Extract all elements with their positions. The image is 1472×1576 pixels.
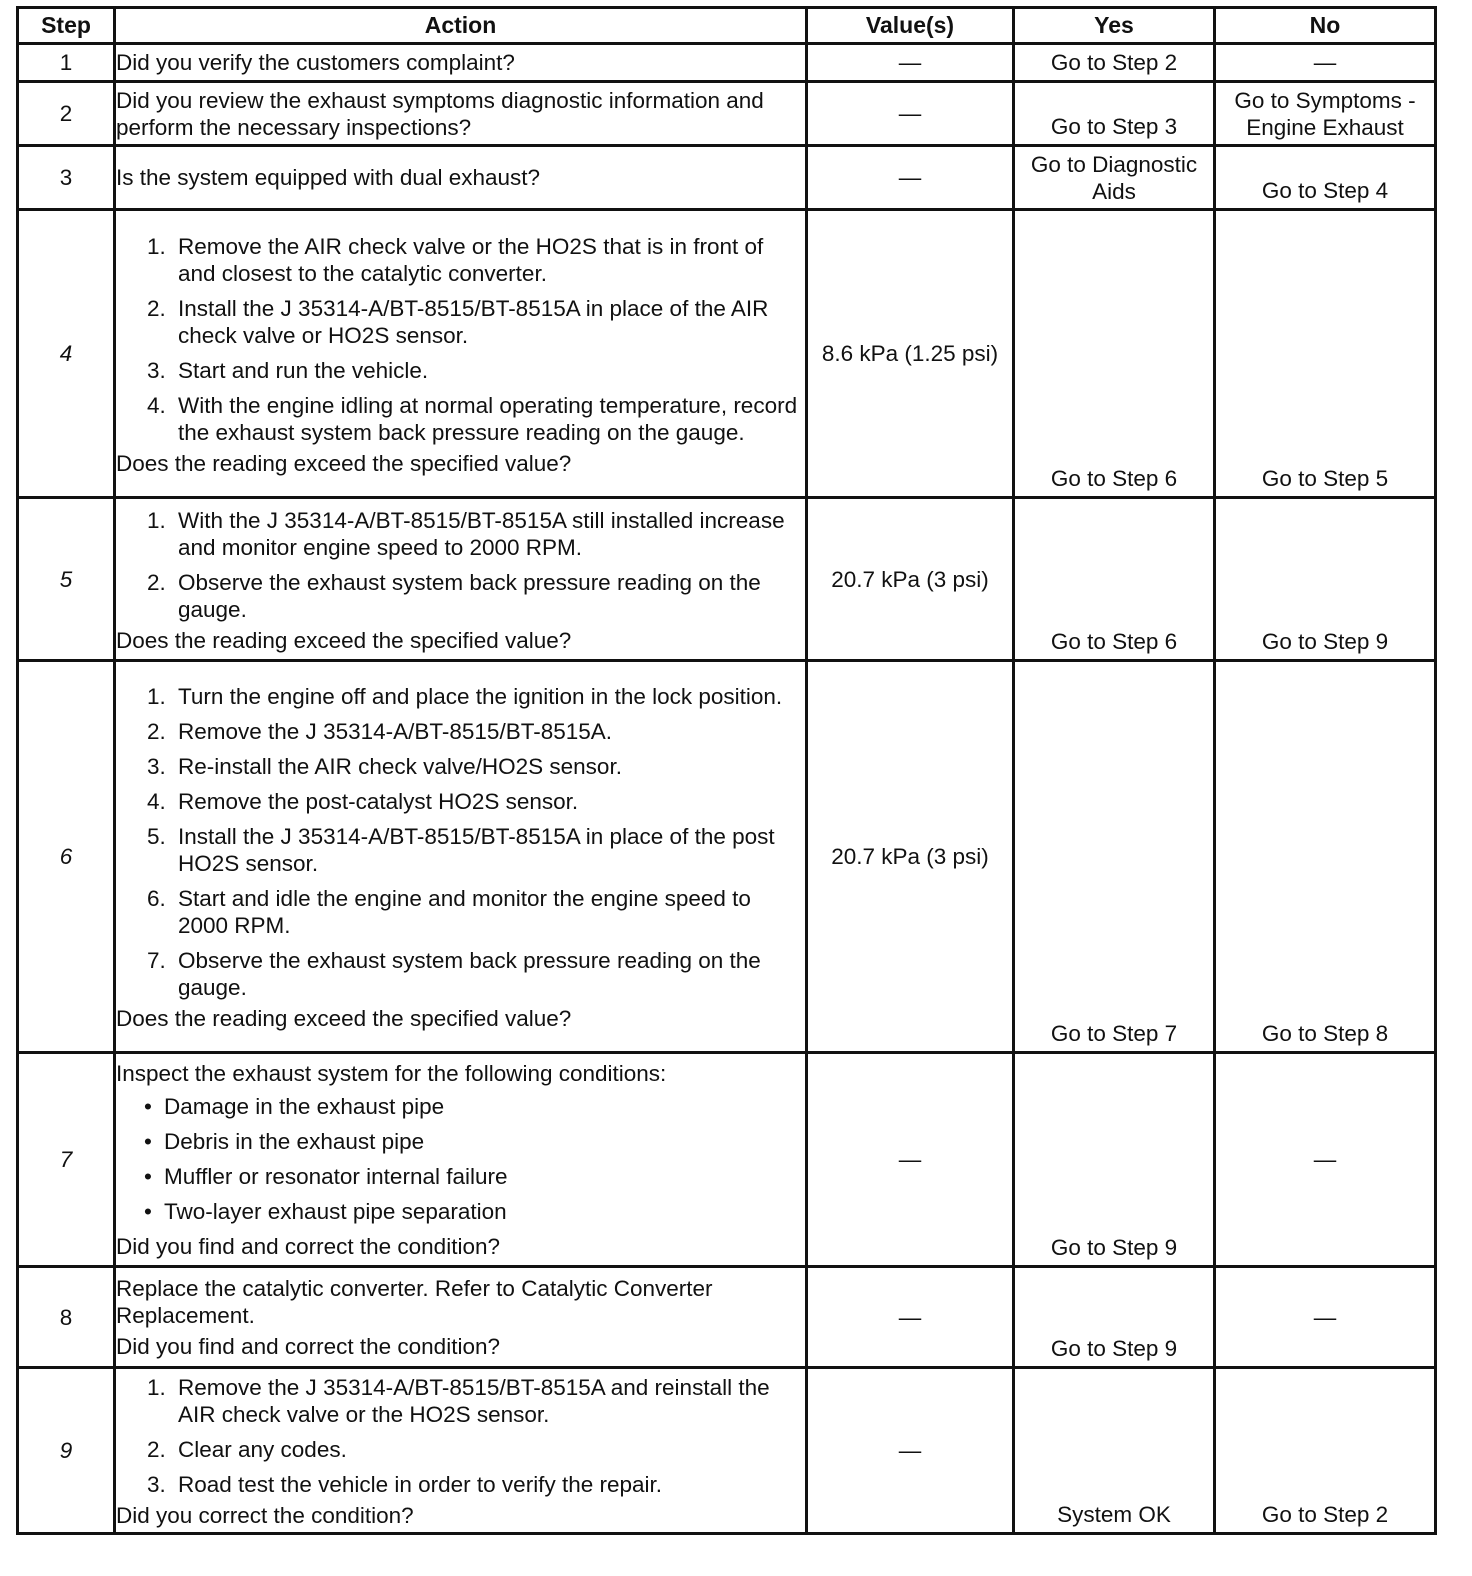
action-text: Did you review the exhaust symptoms diagnostic information and perform the necessary inspections? bbox=[116, 87, 764, 140]
action-question: Does the reading exceed the specified value? bbox=[116, 1006, 572, 1031]
no-cell: — bbox=[1215, 44, 1436, 82]
action-cell bbox=[115, 498, 807, 661]
action-steps bbox=[116, 233, 805, 446]
table-row bbox=[18, 210, 1436, 498]
table-row bbox=[18, 146, 1436, 210]
header-no: No bbox=[1215, 8, 1436, 44]
list-item: 3. Start and run the vehicle. bbox=[172, 357, 805, 384]
no-cell: Go to Step 8 bbox=[1215, 661, 1436, 1053]
action-steps bbox=[116, 1374, 805, 1498]
list-item: 4. With the engine idling at normal operating temperature, record the exhaust system back pressure reading on the gauge. bbox=[172, 392, 805, 446]
table-row bbox=[18, 1267, 1436, 1368]
action-text: Is the system equipped with dual exhaust? bbox=[116, 165, 541, 190]
step-number: 5 bbox=[18, 498, 115, 661]
table-row bbox=[18, 82, 1436, 146]
step-number: 4 bbox=[18, 210, 115, 498]
table-row bbox=[18, 498, 1436, 661]
no-cell: Go to Symptoms - Engine Exhaust bbox=[1215, 82, 1436, 146]
step-number: 9 bbox=[18, 1368, 115, 1534]
action-text: Did you verify the customers complaint? bbox=[116, 50, 515, 75]
condition-list bbox=[116, 1093, 805, 1225]
action-cell bbox=[115, 44, 807, 82]
header-yes: Yes bbox=[1014, 8, 1215, 44]
yes-cell: Go to Step 9 bbox=[1014, 1053, 1215, 1267]
list-item: • Debris in the exhaust pipe bbox=[164, 1128, 805, 1155]
list-item: 3. Re-install the AIR check valve/HO2S sensor. bbox=[172, 753, 805, 780]
header-row bbox=[18, 8, 1436, 44]
yes-cell: Go to Step 7 bbox=[1014, 661, 1215, 1053]
action-cell bbox=[115, 210, 807, 498]
action-cell bbox=[115, 82, 807, 146]
action-question: Did you correct the condition? bbox=[116, 1503, 414, 1528]
step-number: 6 bbox=[18, 661, 115, 1053]
no-cell: — bbox=[1215, 1053, 1436, 1267]
yes-cell: Go to Step 3 bbox=[1014, 82, 1215, 146]
list-item: • Damage in the exhaust pipe bbox=[164, 1093, 805, 1120]
no-cell: Go to Step 5 bbox=[1215, 210, 1436, 498]
list-item: 1. With the J 35314-A/BT-8515/BT-8515A still installed increase and monitor engine speed to 2000 RPM. bbox=[172, 507, 805, 561]
step-number: 1 bbox=[18, 44, 115, 82]
action-cell bbox=[115, 1053, 807, 1267]
action-cell bbox=[115, 661, 807, 1053]
list-item: 6. Start and idle the engine and monitor the engine speed to 2000 RPM. bbox=[172, 885, 805, 939]
yes-cell: Go to Step 6 bbox=[1014, 498, 1215, 661]
list-item: • Muffler or resonator internal failure bbox=[164, 1163, 805, 1190]
action-steps bbox=[116, 683, 805, 1001]
action-steps bbox=[116, 507, 805, 623]
values-cell: — bbox=[807, 1053, 1014, 1267]
values-cell: — bbox=[807, 82, 1014, 146]
action-question: Does the reading exceed the specified value? bbox=[116, 627, 572, 653]
table-row bbox=[18, 44, 1436, 82]
header-action: Action bbox=[115, 8, 807, 44]
no-cell: Go to Step 2 bbox=[1215, 1368, 1436, 1534]
step-number: 3 bbox=[18, 146, 115, 210]
action-text: Replace the catalytic converter. Refer to Catalytic Converter Replacement. bbox=[116, 1275, 713, 1328]
table-row bbox=[18, 1368, 1436, 1534]
list-item: 3. Road test the vehicle in order to verify the repair. bbox=[172, 1471, 805, 1498]
step-number: 7 bbox=[18, 1053, 115, 1267]
values-cell: — bbox=[807, 44, 1014, 82]
list-item: 5. Install the J 35314-A/BT-8515/BT-8515A in place of the post HO2S sensor. bbox=[172, 823, 805, 877]
values-cell: — bbox=[807, 1368, 1014, 1534]
list-item: 7. Observe the exhaust system back pressure reading on the gauge. bbox=[172, 947, 805, 1001]
step-number: 8 bbox=[18, 1267, 115, 1368]
yes-cell: Go to Diagnostic Aids bbox=[1014, 146, 1215, 210]
action-question: Did you find and correct the condition? bbox=[116, 1233, 500, 1259]
yes-cell: Go to Step 9 bbox=[1014, 1267, 1215, 1368]
step-number: 2 bbox=[18, 82, 115, 146]
list-item: 2. Clear any codes. bbox=[172, 1436, 805, 1463]
no-cell: Go to Step 4 bbox=[1215, 146, 1436, 210]
values-cell: 20.7 kPa (3 psi) bbox=[807, 661, 1014, 1053]
header-values: Value(s) bbox=[807, 8, 1014, 44]
list-item: 1. Remove the AIR check valve or the HO2S that is in front of and closest to the catalytic converter. bbox=[172, 233, 805, 287]
no-cell: Go to Step 9 bbox=[1215, 498, 1436, 661]
yes-cell: System OK bbox=[1014, 1368, 1215, 1534]
action-cell bbox=[115, 1368, 807, 1534]
list-item: 4. Remove the post-catalyst HO2S sensor. bbox=[172, 788, 805, 815]
table-row bbox=[18, 1053, 1436, 1267]
action-cell bbox=[115, 146, 807, 210]
no-cell: — bbox=[1215, 1267, 1436, 1368]
action-intro: Inspect the exhaust system for the following conditions: bbox=[116, 1060, 667, 1086]
list-item: • Two-layer exhaust pipe separation bbox=[164, 1198, 805, 1225]
list-item: 1. Remove the J 35314-A/BT-8515/BT-8515A and reinstall the AIR check valve or the HO2S sensor. bbox=[172, 1374, 805, 1428]
action-question: Does the reading exceed the specified value? bbox=[116, 450, 572, 476]
values-cell: 20.7 kPa (3 psi) bbox=[807, 498, 1014, 661]
action-cell bbox=[115, 1267, 807, 1368]
values-cell: — bbox=[807, 146, 1014, 210]
diagnostic-table bbox=[16, 6, 1437, 1535]
list-item: 2. Observe the exhaust system back pressure reading on the gauge. bbox=[172, 569, 805, 623]
table-row bbox=[18, 661, 1436, 1053]
yes-cell: Go to Step 6 bbox=[1014, 210, 1215, 498]
list-item: 2. Install the J 35314-A/BT-8515/BT-8515A in place of the AIR check valve or HO2S sensor. bbox=[172, 295, 805, 349]
yes-cell: Go to Step 2 bbox=[1014, 44, 1215, 82]
values-cell: — bbox=[807, 1267, 1014, 1368]
list-item: 2. Remove the J 35314-A/BT-8515/BT-8515A. bbox=[172, 718, 805, 745]
values-cell: 8.6 kPa (1.25 psi) bbox=[807, 210, 1014, 498]
header-step: Step bbox=[18, 8, 115, 44]
action-question: Did you find and correct the condition? bbox=[116, 1333, 500, 1359]
list-item: 1. Turn the engine off and place the ignition in the lock position. bbox=[172, 683, 805, 710]
